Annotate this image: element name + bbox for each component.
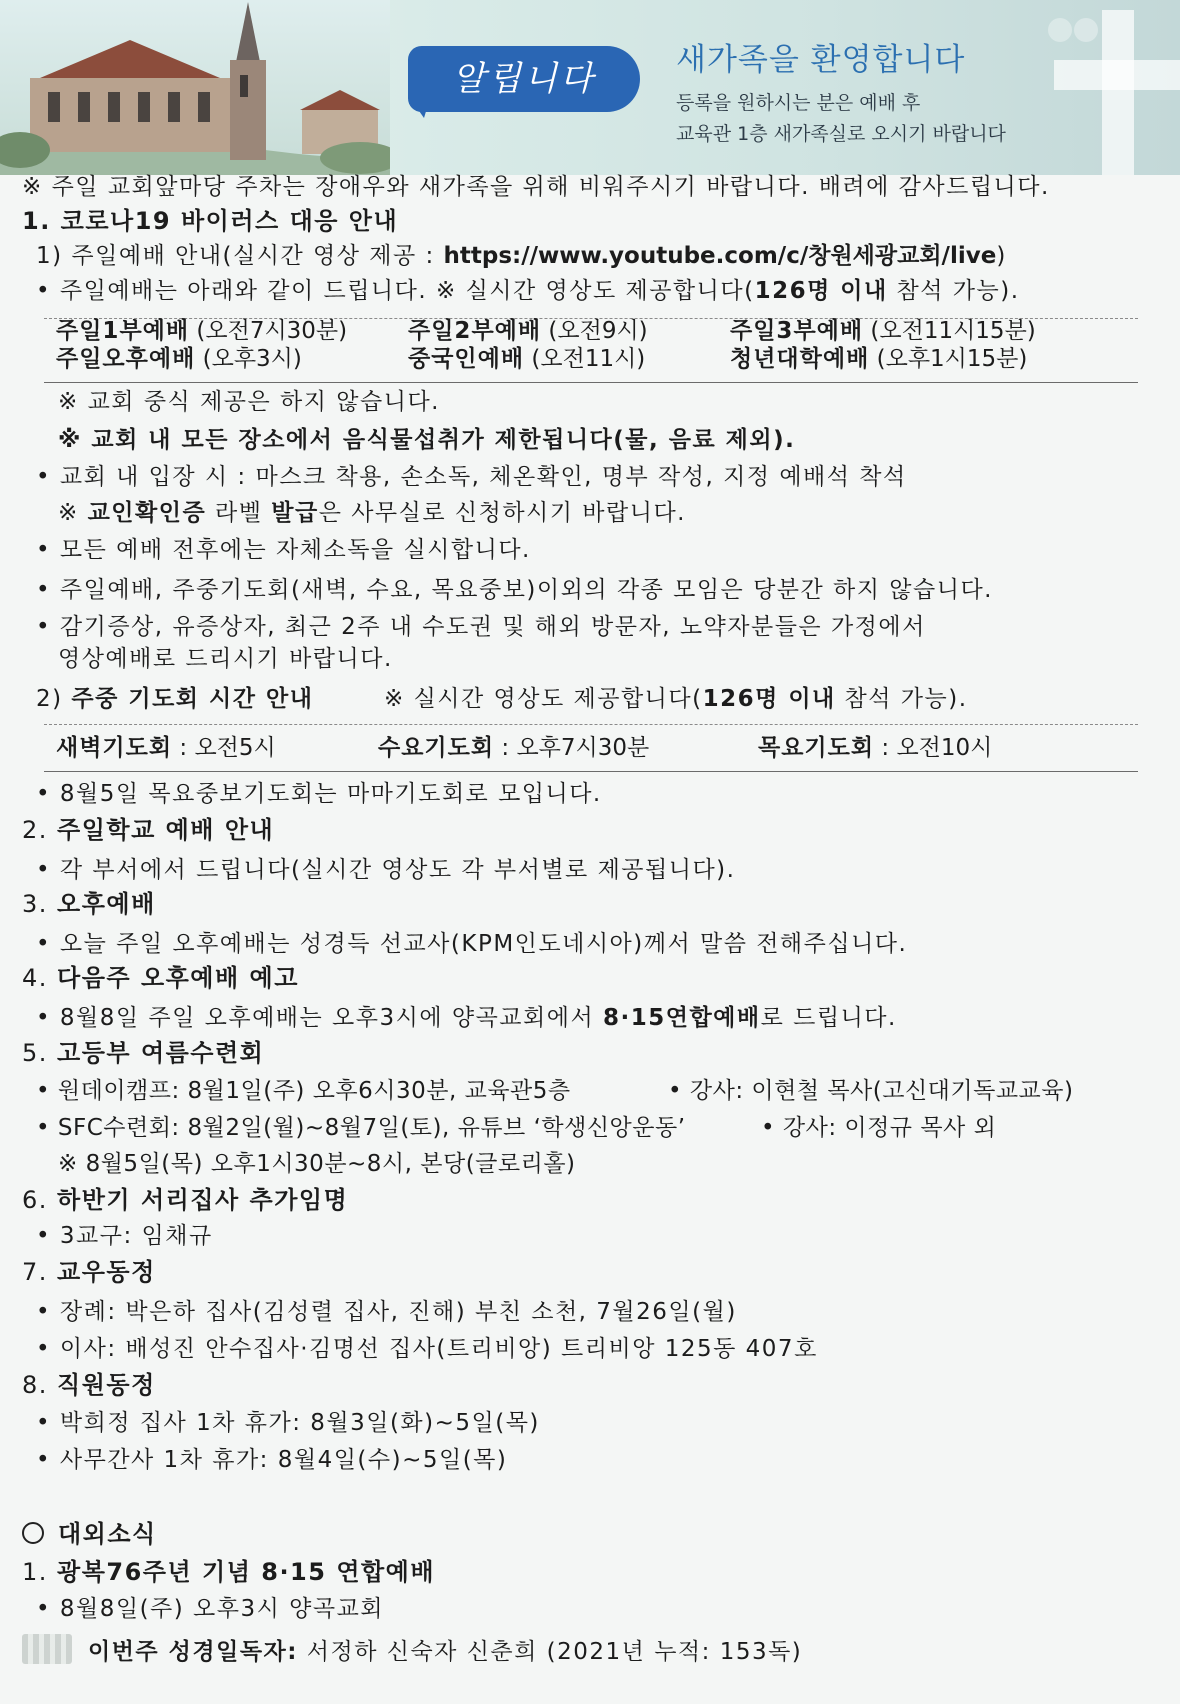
circle-icon bbox=[22, 1522, 44, 1544]
note-member-id bbox=[58, 497, 686, 529]
section-title: 오후예배 bbox=[57, 890, 156, 918]
note3-issue: 발급 bbox=[271, 500, 319, 526]
section-1-title: 1. 코로나19 바이러스 대응 안내 bbox=[22, 207, 399, 235]
section-num: 7. bbox=[22, 1258, 58, 1286]
section-5-line-3: ※ 8월5일(목) 오후1시30분~8시, 본당(글로리홀) bbox=[58, 1151, 576, 1177]
section-5-line-1: • 원데이캠프: 8월1일(주) 오후6시30분, 교육관5층 bbox=[36, 1078, 571, 1104]
parking-note: ※ 주일 교회앞마당 주차는 장애우와 새가족을 위해 비워주시기 바랍니다. 배려에 감사드립니다. bbox=[22, 174, 1050, 200]
section-title: 주일학교 예배 안내 bbox=[57, 816, 275, 844]
schedule-item-4 bbox=[56, 343, 302, 375]
section-title: 직원동정 bbox=[57, 1371, 156, 1399]
section-num: 1. bbox=[22, 1558, 58, 1586]
section-title: 다음주 오후예배 예고 bbox=[57, 964, 299, 992]
schedule-name: 주일1부예배 bbox=[56, 318, 190, 344]
section-4-text: • 8월8일 주일 오후예배는 오후3시에 양곡교회에서 bbox=[36, 1005, 603, 1031]
youtube-live-link[interactable]: https://www.youtube.com/c/창원세광교회/live bbox=[443, 243, 997, 269]
section-3-title bbox=[22, 888, 156, 920]
section-1-sub1 bbox=[36, 240, 1007, 272]
section-1-sub2 bbox=[36, 683, 313, 715]
section-num: 2. bbox=[22, 816, 58, 844]
notice-badge-tail bbox=[410, 98, 430, 118]
note-no-lunch: ※ 교회 중식 제공은 하지 않습니다. bbox=[58, 389, 440, 415]
schedule-name: 중국인예배 bbox=[408, 346, 525, 372]
welcome-title: 새가족을 환영합니다 bbox=[676, 42, 966, 78]
external-news-title bbox=[22, 1518, 157, 1550]
section-num: 5. bbox=[22, 1039, 58, 1067]
bible-icon bbox=[22, 1634, 72, 1664]
sub2-note bbox=[384, 683, 968, 715]
section-7-line-1: • 장례: 박은하 집사(김성렬 집사, 진해) 부친 소천, 7월26일(월) bbox=[36, 1299, 737, 1325]
section-8-title bbox=[22, 1369, 156, 1401]
schedule-bottom-rule bbox=[44, 382, 1138, 383]
church-illustration bbox=[0, 0, 390, 175]
external-title-text: 대외소식 bbox=[58, 1520, 157, 1548]
schedule-name: 주일3부예배 bbox=[730, 318, 864, 344]
section-5-line-1-speaker: • 강사: 이현철 목사(고신대기독교교육) bbox=[668, 1078, 1074, 1104]
section-title: 고등부 여름수련회 bbox=[57, 1039, 265, 1067]
section-2-title bbox=[22, 814, 274, 846]
section-7-line-2: • 이사: 배성진 안수집사·김명선 집사(트리비앙) 트리비앙 125동 407호 bbox=[36, 1336, 818, 1362]
sub1-suffix: ) bbox=[996, 243, 1007, 269]
sub2-title: 주중 기도회 시간 안내 bbox=[71, 686, 314, 712]
section-4-title bbox=[22, 962, 299, 994]
section-5-title bbox=[22, 1037, 264, 1069]
prayer-time: : 오후7시30분 bbox=[494, 735, 650, 761]
section-1-bullet-1 bbox=[36, 275, 1020, 307]
bible-readers-label: 이번주 성경일독자: bbox=[88, 1639, 298, 1665]
schedule-name: 주일오후예배 bbox=[56, 346, 196, 372]
schedule-time: (오후3시) bbox=[195, 346, 302, 372]
note3-id: 교인확인증 bbox=[87, 500, 207, 526]
sub2-num: 2) bbox=[36, 686, 72, 712]
section-1-bullet-5-cont: 영상예배로 드리시기 바랍니다. bbox=[58, 646, 393, 672]
section-7-title bbox=[22, 1256, 156, 1288]
section-6-line: • 3교구: 임채규 bbox=[36, 1223, 213, 1249]
section-title: 하반기 서리집사 추가임명 bbox=[57, 1186, 349, 1214]
schedule-item-6 bbox=[730, 343, 1027, 375]
prayer-bottom-rule bbox=[44, 771, 1138, 772]
section-1-bullet-5: • 감기증상, 유증상자, 최근 2주 내 수도권 및 해외 방문자, 노약자분들은 가정에서 bbox=[36, 614, 926, 640]
schedule-time: (오전7시30분) bbox=[189, 318, 348, 344]
schedule-name: 청년대학예배 bbox=[730, 346, 870, 372]
schedule-time: (오후1시15분) bbox=[869, 346, 1028, 372]
prayer-item-2 bbox=[378, 732, 649, 764]
external-item-line: • 8월8일(주) 오후3시 양곡교회 bbox=[36, 1596, 385, 1622]
welcome-line-2: 교육관 1층 새가족실로 오시기 바랍니다 bbox=[676, 123, 1006, 145]
section-6-title bbox=[22, 1184, 348, 1216]
prayer-name: 수요기도회 bbox=[378, 735, 495, 761]
section-1-bullet-4: • 주일예배, 주중기도회(새벽, 수요, 목요중보)이외의 각종 모임은 당분간 하지 않습니다. bbox=[36, 577, 993, 603]
sub2-note-tail: 참석 가능). bbox=[835, 686, 968, 712]
section-4-event: 8·15연합예배 bbox=[602, 1005, 761, 1031]
section-8-line-1: • 박희정 집사 1차 휴가: 8월3일(화)~5일(목) bbox=[36, 1410, 540, 1436]
cross-icon bbox=[990, 0, 1180, 175]
section-num: 4. bbox=[22, 964, 58, 992]
note3-label: 라벨 bbox=[206, 500, 272, 526]
schedule-time: (오전11시) bbox=[524, 346, 646, 372]
note3-mark: ※ bbox=[58, 500, 88, 526]
bullet1-tail: 참석 가능). bbox=[887, 278, 1020, 304]
bible-readers-names: 서정하 신숙자 신춘희 (2021년 누적: 153독) bbox=[297, 1639, 803, 1665]
section-5-line-2: • SFC수련회: 8월2일(월)~8월7일(토), 유튜브 ‘학생신앙운동’ bbox=[36, 1115, 686, 1141]
note3-tail: 은 사무실로 신청하시기 바랍니다. bbox=[318, 500, 686, 526]
section-1-bullet-3: • 모든 예배 전후에는 자체소독을 실시합니다. bbox=[36, 537, 531, 563]
notice-badge: 알립니다 bbox=[408, 46, 640, 112]
prayer-time: : 오전10시 bbox=[874, 735, 993, 761]
external-item-title bbox=[22, 1556, 435, 1588]
section-num: 3. bbox=[22, 890, 58, 918]
header-banner bbox=[0, 0, 1180, 175]
schedule-name: 주일2부예배 bbox=[408, 318, 542, 344]
schedule-item-5 bbox=[408, 343, 645, 375]
section-1-bullet-2: • 교회 내 입장 시 : 마스크 착용, 손소독, 체온확인, 명부 작성, 지정 예배석 착석 bbox=[36, 464, 907, 490]
prayer-top-rule bbox=[44, 724, 1138, 725]
external-item-name: 광복76주년 기념 8·15 연합예배 bbox=[57, 1558, 436, 1586]
sub1-prefix: 1) 주일예배 안내(실시간 영상 제공 : bbox=[36, 243, 444, 269]
section-num: 8. bbox=[22, 1371, 58, 1399]
prayer-item-1 bbox=[56, 732, 276, 764]
section-8-line-2: • 사무간사 1차 휴가: 8월4일(수)~5일(목) bbox=[36, 1447, 508, 1473]
section-1-bullet-6: • 8월5일 목요중보기도회는 마마기도회로 모입니다. bbox=[36, 781, 602, 807]
prayer-time: : 오전5시 bbox=[172, 735, 276, 761]
bullet1-capacity: 126명 이내 bbox=[754, 278, 888, 304]
section-2-line: • 각 부서에서 드립니다(실시간 영상도 각 부서별로 제공됩니다). bbox=[36, 857, 736, 883]
prayer-item-3 bbox=[758, 732, 992, 764]
section-5-line-2-speaker: • 강사: 이정규 목사 외 bbox=[761, 1115, 997, 1141]
prayer-name: 목요기도회 bbox=[758, 735, 875, 761]
prayer-name: 새벽기도회 bbox=[56, 735, 173, 761]
section-num: 6. bbox=[22, 1186, 58, 1214]
bible-readers bbox=[88, 1636, 802, 1668]
schedule-time: (오전9시) bbox=[541, 318, 648, 344]
schedule-time: (오전11시15분) bbox=[863, 318, 1036, 344]
welcome-line-1: 등록을 원하시는 분은 예배 후 bbox=[676, 92, 921, 114]
bullet1-text: • 주일예배는 아래와 같이 드립니다. ※ 실시간 영상도 제공합니다( bbox=[36, 278, 755, 304]
section-3-line: • 오늘 주일 오후예배는 성경득 선교사(KPM인도네시아)께서 말씀 전해주십니다. bbox=[36, 931, 908, 957]
section-title: 교우동정 bbox=[57, 1258, 156, 1286]
sub2-note-text: ※ 실시간 영상도 제공합니다( bbox=[384, 686, 703, 712]
section-4-line bbox=[36, 1002, 897, 1034]
section-4-tail: 로 드립니다. bbox=[760, 1005, 897, 1031]
sub2-capacity: 126명 이내 bbox=[702, 686, 836, 712]
note-no-food: ※ 교회 내 모든 장소에서 음식물섭취가 제한됩니다(물, 음료 제외). bbox=[58, 427, 796, 453]
